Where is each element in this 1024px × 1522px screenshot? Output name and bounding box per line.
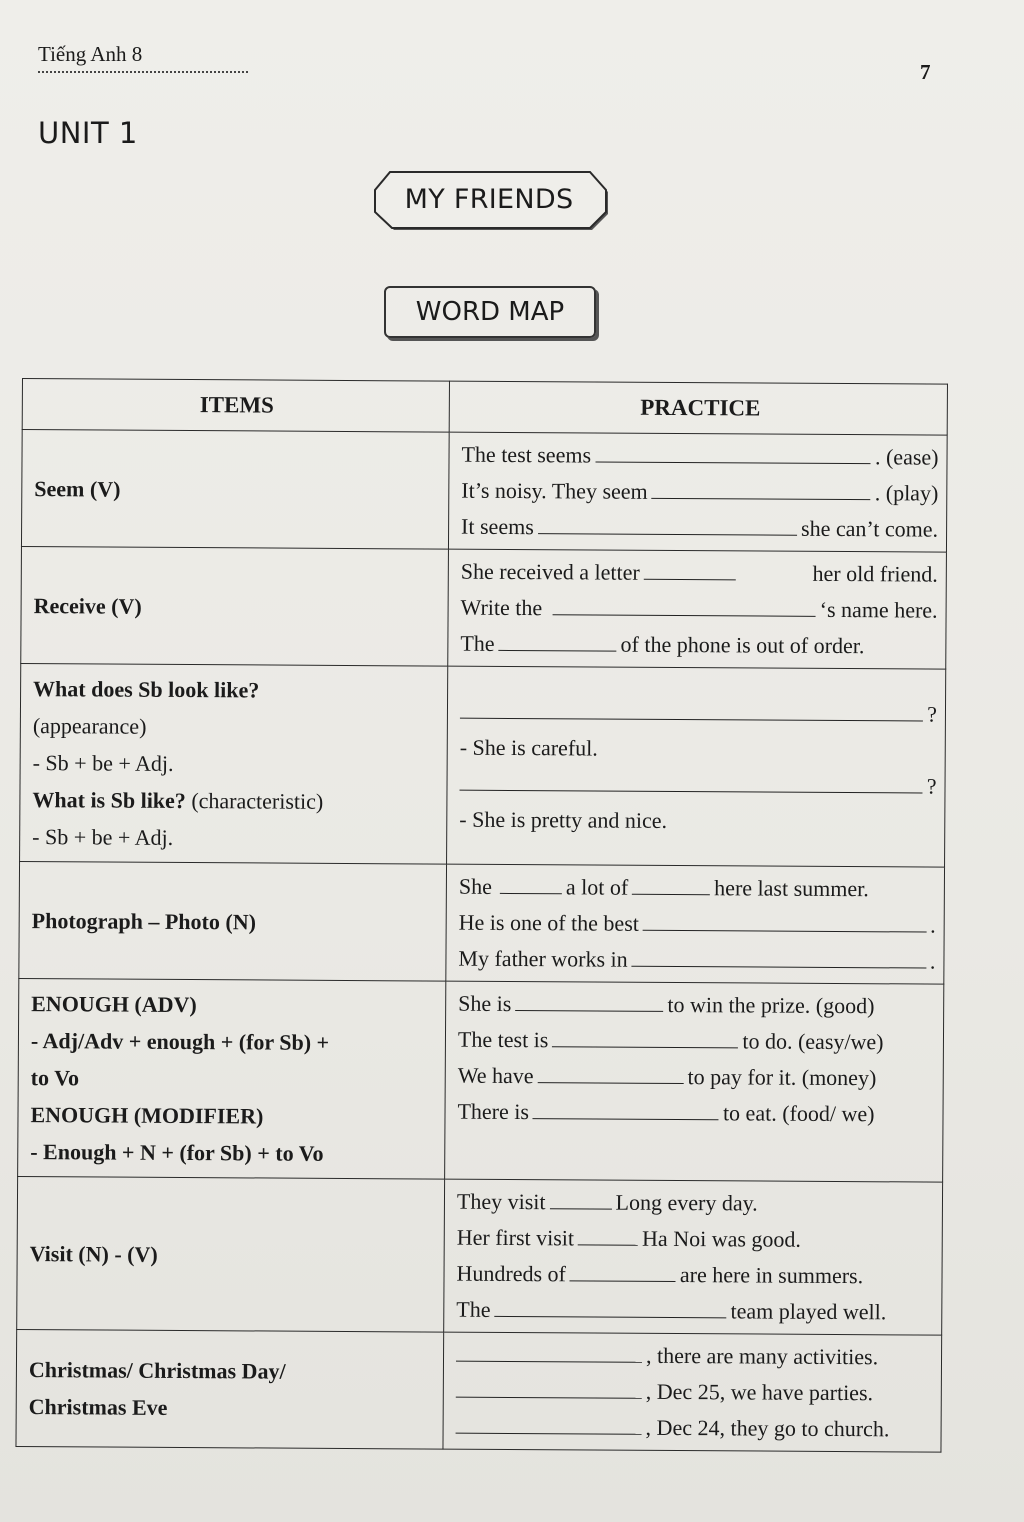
answer-blank[interactable]: [499, 630, 617, 652]
table-row: [20, 663, 946, 867]
practice-text: There is: [457, 1098, 530, 1125]
table-row: [21, 546, 947, 669]
item-line: ENOUGH (ADV): [31, 991, 197, 1018]
answer-blank[interactable]: [552, 594, 816, 617]
practice-text: Write the: [460, 594, 543, 621]
answer-blank[interactable]: [550, 1188, 612, 1209]
practice-line: [460, 626, 937, 665]
answer-blank[interactable]: [632, 874, 710, 895]
practice-line: [457, 1184, 934, 1223]
item-line: ENOUGH (MODIFIER): [30, 1102, 264, 1129]
practice-text: The test is: [457, 1026, 549, 1053]
table-row: [18, 978, 944, 1182]
practice-text: They visit: [456, 1188, 546, 1215]
answer-blank[interactable]: [456, 1413, 642, 1435]
item-line: (appearance): [32, 713, 147, 739]
answer-blank[interactable]: [456, 1341, 642, 1363]
item-line: - Sb + be + Adj.: [32, 824, 174, 850]
table-header-row: [22, 379, 947, 436]
item-line: - Sb + be + Adj.: [32, 750, 174, 776]
table-row: [21, 430, 947, 553]
practice-text: ?: [927, 701, 938, 727]
item-line: Receive (V): [33, 592, 142, 619]
item-line: Photograph – Photo (N): [31, 907, 257, 934]
practice-text: My father works in: [458, 945, 628, 972]
answer-blank[interactable]: [570, 1260, 676, 1282]
practice-text: .: [929, 948, 936, 974]
practice-line: [458, 1058, 935, 1097]
practice-line: [456, 1256, 933, 1295]
answer-blank[interactable]: [538, 513, 797, 536]
word-map-table: [15, 378, 948, 1453]
practice-line: [460, 590, 937, 629]
practice-text: She received a letter: [460, 558, 640, 585]
practice-line: [458, 986, 935, 1025]
practice-text: , Dec 25, we have parties.: [645, 1378, 874, 1406]
practice-line: [460, 693, 937, 732]
practice-line: [459, 905, 936, 944]
practice-line: [456, 1373, 933, 1412]
answer-blank[interactable]: [632, 946, 926, 969]
practice-text: her old friend.: [812, 560, 938, 587]
practice-text: He is one of the best: [458, 909, 639, 936]
item-cell: [19, 861, 447, 981]
practice-text: The: [460, 630, 495, 656]
answer-blank[interactable]: [643, 910, 926, 933]
item-question: What is Sb like?: [32, 787, 186, 814]
practice-line: [458, 1022, 935, 1061]
answer-blank[interactable]: [459, 769, 922, 793]
practice-line: [461, 554, 938, 593]
practice-text: It seems: [461, 513, 534, 540]
practice-line: [461, 509, 938, 548]
item-line: Christmas Eve: [28, 1394, 168, 1420]
item-line: [32, 781, 436, 820]
practice-text: she can’t come.: [800, 515, 939, 542]
practice-line: - She is pretty and nice.: [459, 806, 668, 833]
practice-text: We have: [457, 1062, 534, 1089]
practice-text: Long every day.: [615, 1189, 758, 1216]
practice-line: [461, 473, 938, 512]
practice-text: .: [930, 912, 936, 938]
practice-line: [461, 437, 938, 476]
column-header-items: ITEMS: [22, 379, 449, 433]
practice-text: . (play): [874, 480, 939, 506]
practice-text: Her first visit: [456, 1224, 575, 1251]
table-row: [19, 861, 945, 984]
practice-text: Hundreds of: [456, 1260, 566, 1287]
answer-blank[interactable]: [515, 990, 663, 1012]
unit-title: MY FRIENDS: [404, 183, 574, 215]
practice-cell: [444, 1179, 943, 1335]
answer-blank[interactable]: [500, 873, 562, 894]
section-heading: WORD MAP: [384, 286, 596, 338]
practice-text: . (ease): [874, 444, 939, 470]
practice-cell: [445, 981, 944, 1182]
practice-text: She is: [458, 990, 512, 1017]
column-header-practice: PRACTICE: [449, 381, 947, 435]
item-line: Visit (N) - (V): [29, 1240, 158, 1267]
book-title: Tiếng Anh 8: [38, 42, 248, 73]
answer-blank[interactable]: [552, 1026, 738, 1048]
table-row: [16, 1329, 942, 1452]
answer-blank[interactable]: [494, 1296, 726, 1318]
practice-text: to win the prize. (good): [667, 991, 875, 1019]
table-row: [17, 1176, 943, 1335]
practice-text: The: [456, 1296, 491, 1322]
practice-cell: [448, 549, 947, 669]
item-line: What does Sb look like?: [33, 676, 260, 703]
item-line: to Vo: [30, 1065, 80, 1091]
practice-text: to eat. (food/ we): [722, 1100, 875, 1127]
practice-text: of the phone is out of order.: [620, 631, 865, 659]
item-cell: [21, 546, 449, 666]
practice-text: team played well.: [730, 1298, 887, 1325]
item-note: (characteristic): [185, 788, 324, 814]
practice-cell: [448, 432, 947, 552]
practice-line: [458, 941, 935, 980]
practice-text: ‘s name here.: [819, 596, 938, 623]
title-banner: [370, 168, 608, 230]
practice-cell: [443, 1332, 942, 1452]
practice-line: [457, 1220, 934, 1259]
practice-line: [457, 1094, 934, 1133]
practice-text: to pay for it. (money): [687, 1064, 877, 1091]
practice-cell: [446, 864, 945, 984]
practice-text: to do. (easy/we): [742, 1028, 884, 1055]
practice-text: Ha Noi was good.: [642, 1225, 802, 1252]
answer-blank[interactable]: [460, 697, 923, 721]
item-cell: [18, 978, 446, 1179]
practice-line: [459, 869, 936, 908]
answer-blank[interactable]: [456, 1377, 642, 1399]
answer-blank[interactable]: [533, 1098, 719, 1120]
practice-line: [455, 1409, 932, 1448]
item-line: Christmas/ Christmas Day/: [28, 1357, 286, 1384]
answer-blank[interactable]: [537, 1062, 683, 1084]
practice-text: ?: [926, 773, 937, 799]
item-line: - Enough + N + (for Sb) + to Vo: [30, 1139, 324, 1166]
answer-blank[interactable]: [595, 442, 871, 465]
practice-text: here last summer.: [714, 875, 869, 902]
item-line: - Adj/Adv + enough + (for Sb) +: [30, 1028, 330, 1055]
practice-text: a lot of: [565, 874, 629, 900]
practice-text: , Dec 24, they go to church.: [645, 1414, 890, 1442]
item-cell: [17, 1176, 445, 1332]
practice-cell: [447, 666, 946, 867]
page-number: 7: [920, 60, 931, 84]
practice-text: The test seems: [461, 441, 592, 468]
answer-blank[interactable]: [644, 559, 736, 581]
practice-text: She: [458, 873, 492, 899]
practice-line: - She is careful.: [459, 734, 598, 761]
practice-text: It’s noisy. They seem: [461, 477, 648, 504]
practice-line: [456, 1292, 933, 1331]
practice-line: [459, 765, 936, 804]
unit-heading: UNIT 1: [38, 116, 138, 150]
item-cell: [16, 1329, 444, 1449]
practice-text: are here in summers.: [679, 1262, 864, 1289]
practice-text: , there are many activities.: [645, 1342, 879, 1370]
answer-blank[interactable]: [652, 478, 871, 500]
practice-line: [456, 1337, 933, 1376]
item-cell: [20, 663, 448, 864]
item-line: Seem (V): [34, 475, 121, 502]
answer-blank[interactable]: [578, 1224, 638, 1245]
item-cell: [21, 430, 449, 550]
